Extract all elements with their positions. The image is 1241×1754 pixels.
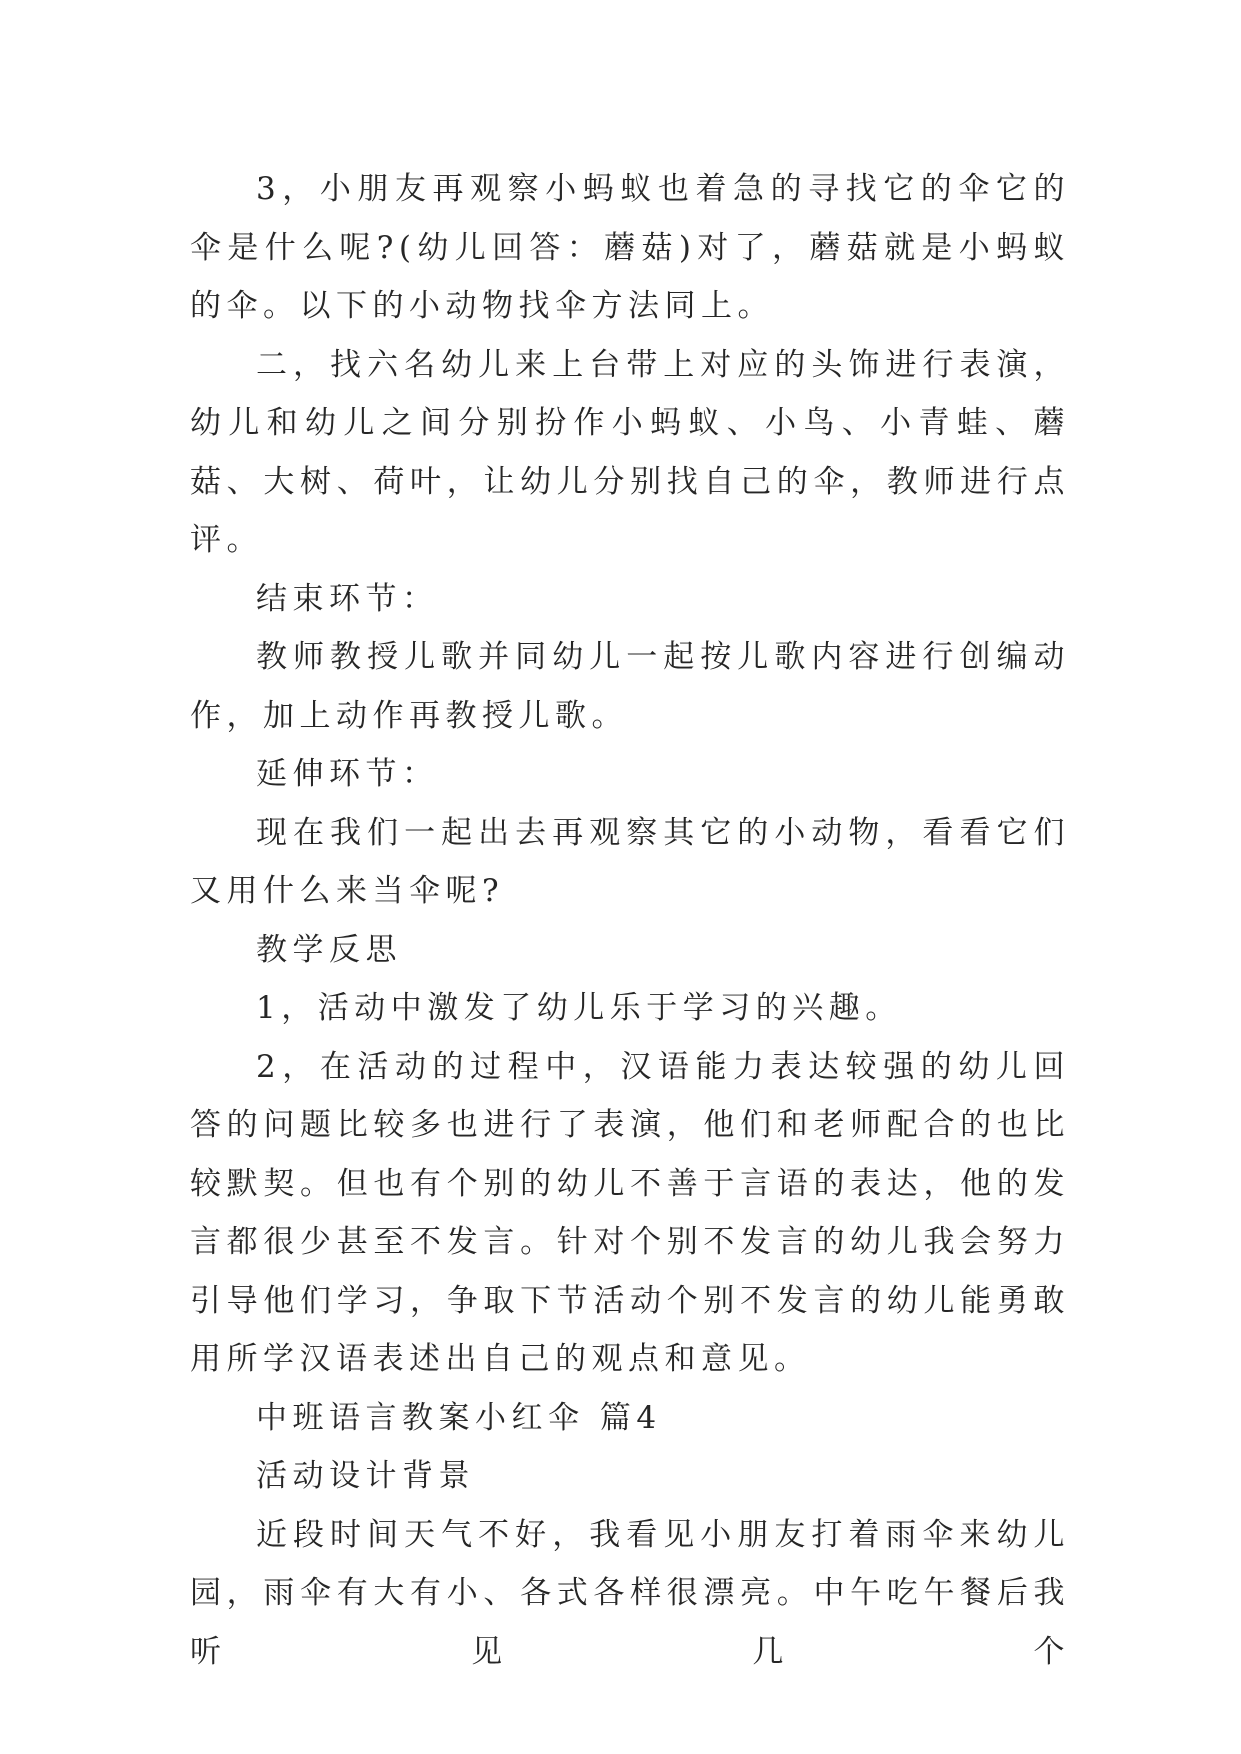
document-body bbox=[190, 160, 1070, 1681]
paragraph-ending-content: 教师教授儿歌并同幼儿一起按儿歌内容进行创编动作，加上动作再教授儿歌。 bbox=[190, 639, 1070, 734]
paragraph-extension-content: 现在我们一起出去再观察其它的小动物，看看它们又用什么来当伞呢? bbox=[190, 814, 1070, 909]
paragraph-reflection-2: 2，在活动的过程中，汉语能力表达较强的幼儿回答的问题比较多也进行了表演，他们和老师配合的也比较默契。但也有个别的幼儿不善于言语的表达，他的发言都很少甚至不发言。针对个别不发言的幼儿我会努力引导他们学习，争取下节活动个别不发言的幼儿能勇敢用所学汉语表述出自己的观点和意见。 bbox=[190, 1048, 1070, 1377]
paragraph-step-2-performance: 二，找六名幼儿来上台带上对应的头饰进行表演，幼儿和幼儿之间分别扮作小蚂蚁、小鸟、小青蛙、蘑菇、大树、荷叶，让幼儿分别找自己的伞，教师进行点评。 bbox=[190, 346, 1070, 558]
paragraph-background-content: 近段时间天气不好，我看见小朋友打着雨伞来幼儿园，雨伞有大有小、各式各样很漂亮。中午吃午餐后我听见几个 bbox=[190, 1516, 1070, 1670]
heading-ending-section: 结束环节： bbox=[256, 580, 439, 617]
heading-activity-background: 活动设计背景 bbox=[256, 1458, 475, 1494]
paragraph-reflection-1: 1，活动中激发了幼儿乐于学习的兴趣。 bbox=[256, 990, 902, 1026]
heading-lesson-plan-4: 中班语言教案小红伞 篇4 bbox=[256, 1399, 662, 1436]
heading-extension-section: 延伸环节： bbox=[256, 756, 439, 792]
heading-teaching-reflection: 教学反思 bbox=[256, 931, 402, 968]
paragraph-step-3: 3，小朋友再观察小蚂蚁也着急的寻找它的伞它的伞是什么呢?(幼儿回答：蘑菇)对了，蘑菇就是小蚂蚁的伞。以下的小动物找伞方法同上。 bbox=[190, 171, 1070, 324]
